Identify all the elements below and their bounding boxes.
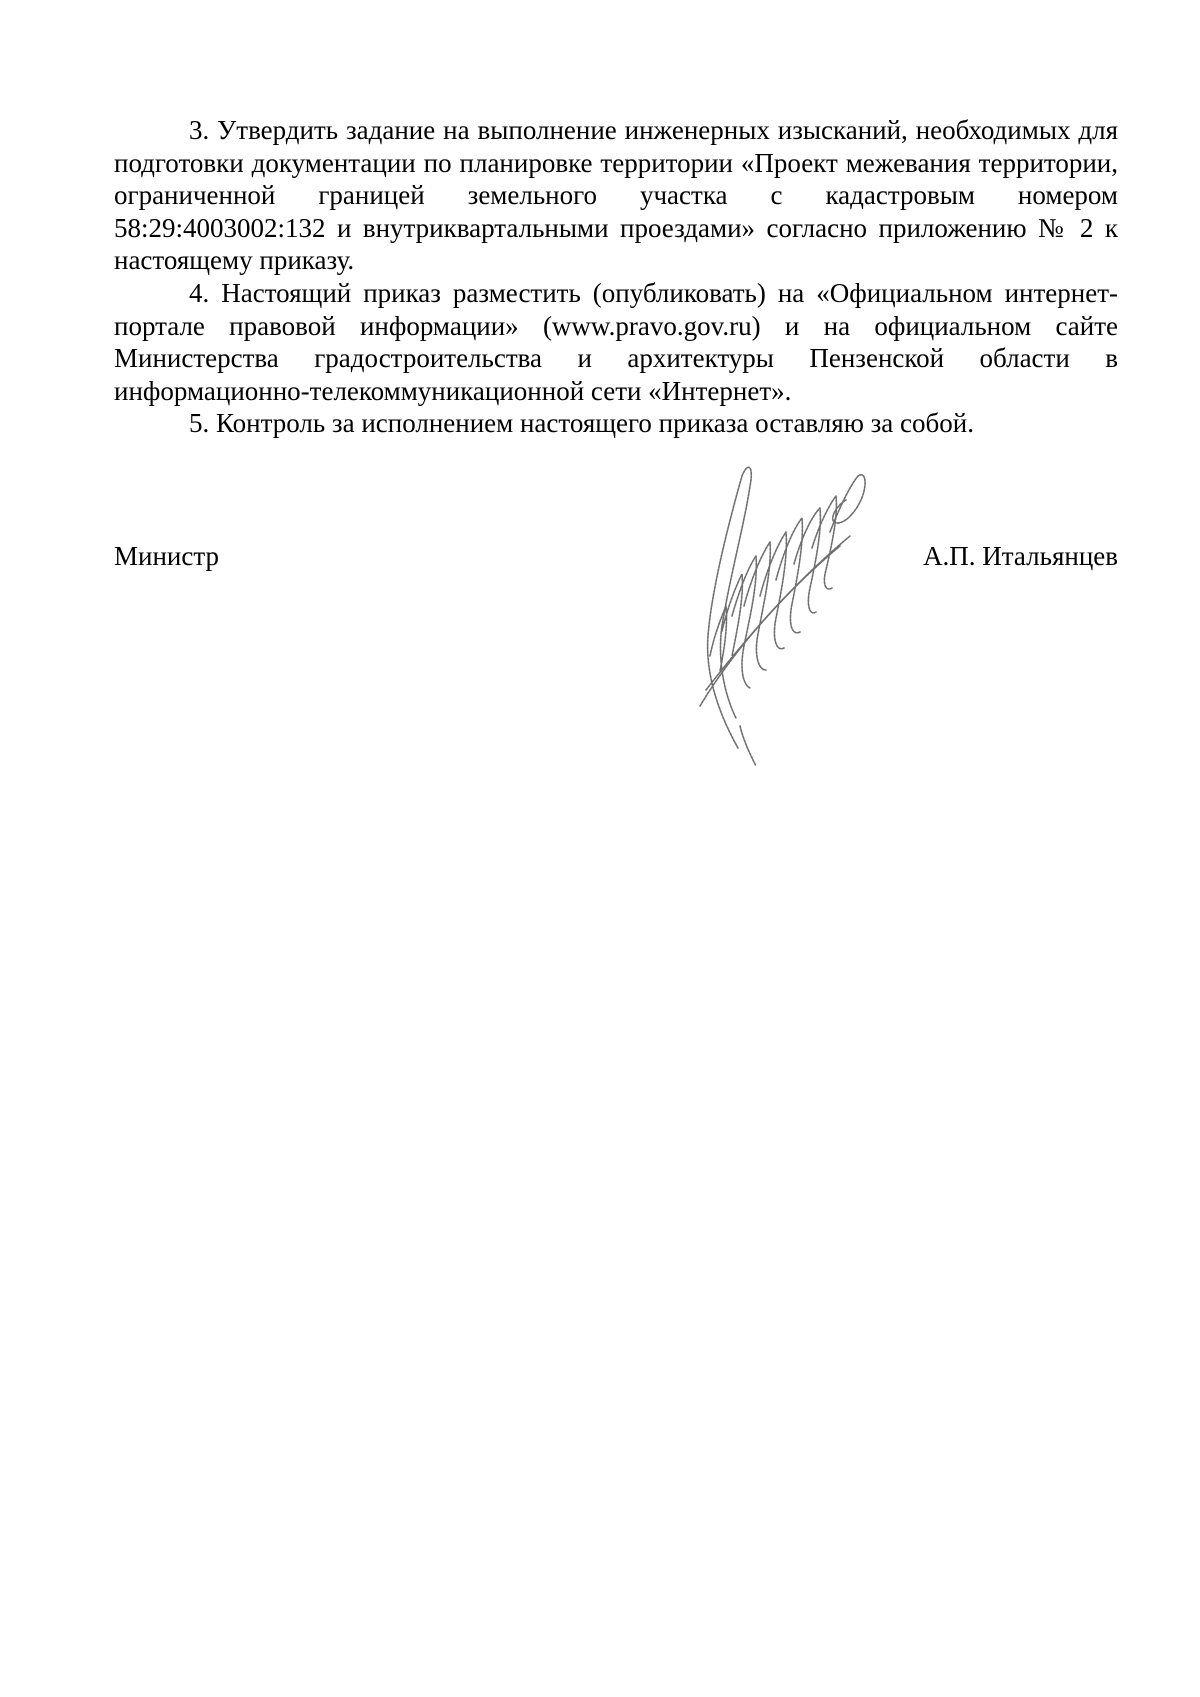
paragraph-5: 5. Контроль за исполнением настоящего приказа оставляю за собой. xyxy=(189,408,974,439)
signer-position: Министр xyxy=(114,541,219,571)
paragraph-3: 3. Утвердить задание на выполнение инженерных изысканий, необходимых для подготовки документации по планировке территории «Проект межевания территории, ограниченной границей земельного участка с кадастровым номером 58:29:4003002:132 и внутриквартальными проездами» согласно приложению № 2 к настоящему приказу. xyxy=(114,115,1118,276)
signer-name: А.П. Итальянцев xyxy=(923,541,1118,571)
paragraph-4: 4. Настоящий приказ разместить (опубликовать) на «Официальном интернет-портале правовой информации» (www.pravo.gov.ru) и на официальном сайте Министерства градостроительства и архитектуры Пензенской области в информационно-телекоммуникационной сети «Интернет». xyxy=(114,277,1118,406)
handwritten-signature xyxy=(670,456,880,776)
document-body xyxy=(114,114,1118,440)
